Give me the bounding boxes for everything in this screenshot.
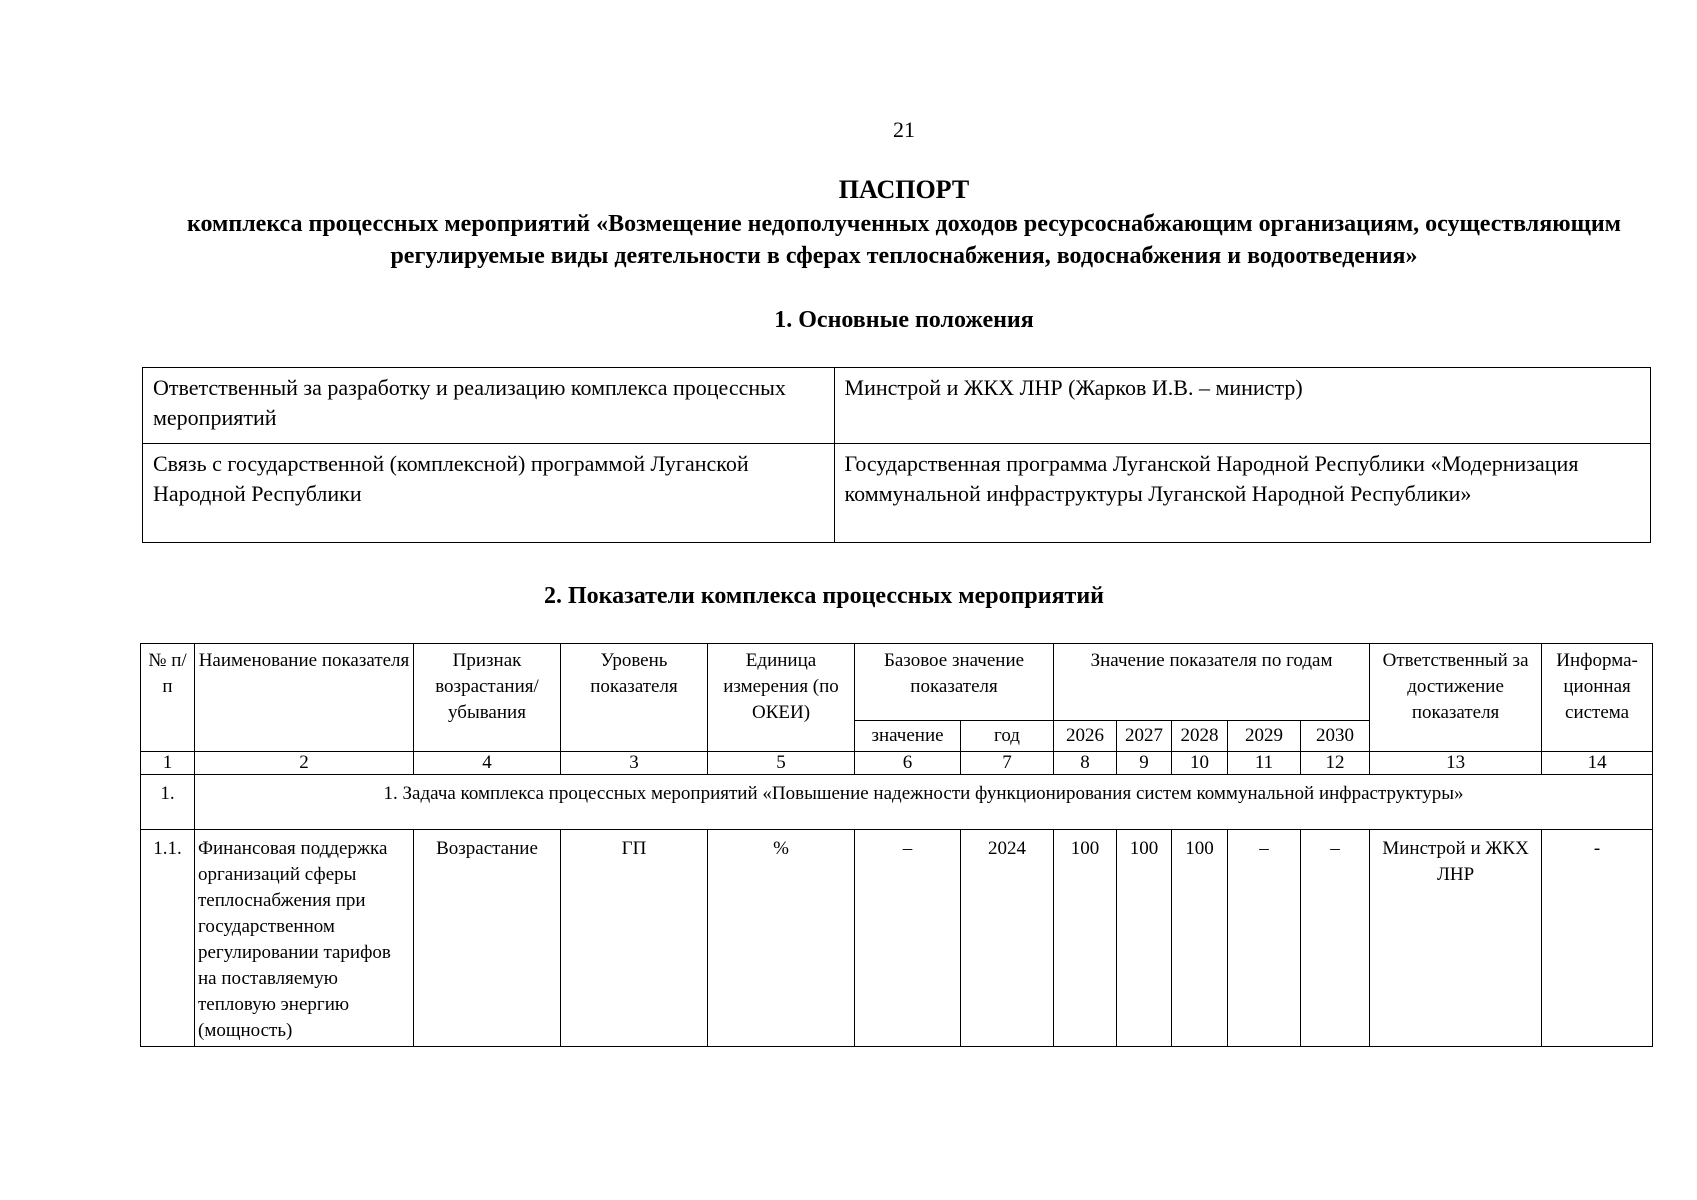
indicator-sign: Возрастание <box>414 830 561 1047</box>
indicators-table <box>140 643 1653 1047</box>
column-number: 8 <box>1054 752 1117 775</box>
info-system: - <box>1542 830 1653 1047</box>
column-number: 6 <box>855 752 961 775</box>
provision-label: Связь с государственной (комплексной) программой Луганской Народной Республики <box>143 444 835 543</box>
provision-value: Государственная программа Луганской Народной Республики «Модернизация коммунальной инфраструктуры Луганской Народной Республики» <box>834 444 1650 543</box>
task-text: 1. Задача комплекса процессных мероприятий «Повышение надежности функционирования систем коммунальной инфраструктуры» <box>195 775 1653 830</box>
year-value: 100 <box>1172 830 1228 1047</box>
header-sign: Признак возрастания/ убывания <box>414 644 561 752</box>
main-provisions-table <box>142 367 1651 543</box>
header-year: 2030 <box>1301 721 1370 752</box>
year-value: – <box>1301 830 1370 1047</box>
responsible: Минстрой и ЖКХ ЛНР <box>1370 830 1542 1047</box>
header-base-year: год <box>961 721 1054 752</box>
provision-value: Минстрой и ЖКХ ЛНР (Жарков И.В. – министр) <box>834 368 1650 444</box>
column-number: 11 <box>1228 752 1301 775</box>
column-number: 7 <box>961 752 1054 775</box>
base-year: 2024 <box>961 830 1054 1047</box>
page-number: 21 <box>893 117 915 142</box>
header-num: № п/п <box>141 644 195 752</box>
provision-label: Ответственный за разработку и реализацию комплекса процессных мероприятий <box>143 368 835 444</box>
year-value: – <box>1228 830 1301 1047</box>
header-year: 2027 <box>1117 721 1172 752</box>
header-years-group: Значение показателя по годам <box>1054 644 1370 721</box>
row-num: 1.1. <box>141 830 195 1047</box>
section-2-heading: 2. Показатели комплекса процессных мероприятий <box>543 583 1104 609</box>
document-title: ПАСПОРТ <box>838 175 970 204</box>
column-number: 5 <box>708 752 855 775</box>
column-number: 13 <box>1370 752 1542 775</box>
table-row <box>143 368 1651 444</box>
header-base-value: значение <box>855 721 961 752</box>
header-info-system: Информа-ционная система <box>1542 644 1653 752</box>
header-level: Уровень показателя <box>561 644 708 752</box>
column-number: 3 <box>561 752 708 775</box>
task-row <box>141 775 1653 830</box>
year-value: 100 <box>1054 830 1117 1047</box>
header-unit: Единица измерения (по ОКЕИ) <box>708 644 855 752</box>
header-year: 2029 <box>1228 721 1301 752</box>
column-number: 12 <box>1301 752 1370 775</box>
header-base: Базовое значение показателя <box>855 644 1054 721</box>
column-numbers-row <box>141 752 1653 775</box>
column-number: 9 <box>1117 752 1172 775</box>
document-subtitle: комплекса процессных мероприятий «Возмещение недополученных доходов ресурсоснабжающим организациям, осуществляющим регулируемые виды деятельности в сферах теплоснабжения, водоснабжения и водоотведения» <box>186 211 1622 269</box>
header-row <box>141 644 1653 721</box>
header-responsible: Ответственный за достижение показателя <box>1370 644 1542 752</box>
column-number: 4 <box>414 752 561 775</box>
column-number: 2 <box>195 752 414 775</box>
section-1-heading: 1. Основные положения <box>774 307 1034 333</box>
table-row <box>143 444 1651 543</box>
year-value: 100 <box>1117 830 1172 1047</box>
task-num: 1. <box>141 775 195 830</box>
column-number: 1 <box>141 752 195 775</box>
header-year: 2026 <box>1054 721 1117 752</box>
indicator-name: Финансовая поддержка организаций сферы теплоснабжения при государственном регулировании тарифов на поставляемую тепловую энергию (мощность) <box>195 830 414 1047</box>
base-value: – <box>855 830 961 1047</box>
indicator-level: ГП <box>561 830 708 1047</box>
header-year: 2028 <box>1172 721 1228 752</box>
column-number: 14 <box>1542 752 1653 775</box>
header-name: Наименование показателя <box>195 644 414 752</box>
column-number: 10 <box>1172 752 1228 775</box>
indicator-unit: % <box>708 830 855 1047</box>
table-row <box>141 830 1653 1047</box>
